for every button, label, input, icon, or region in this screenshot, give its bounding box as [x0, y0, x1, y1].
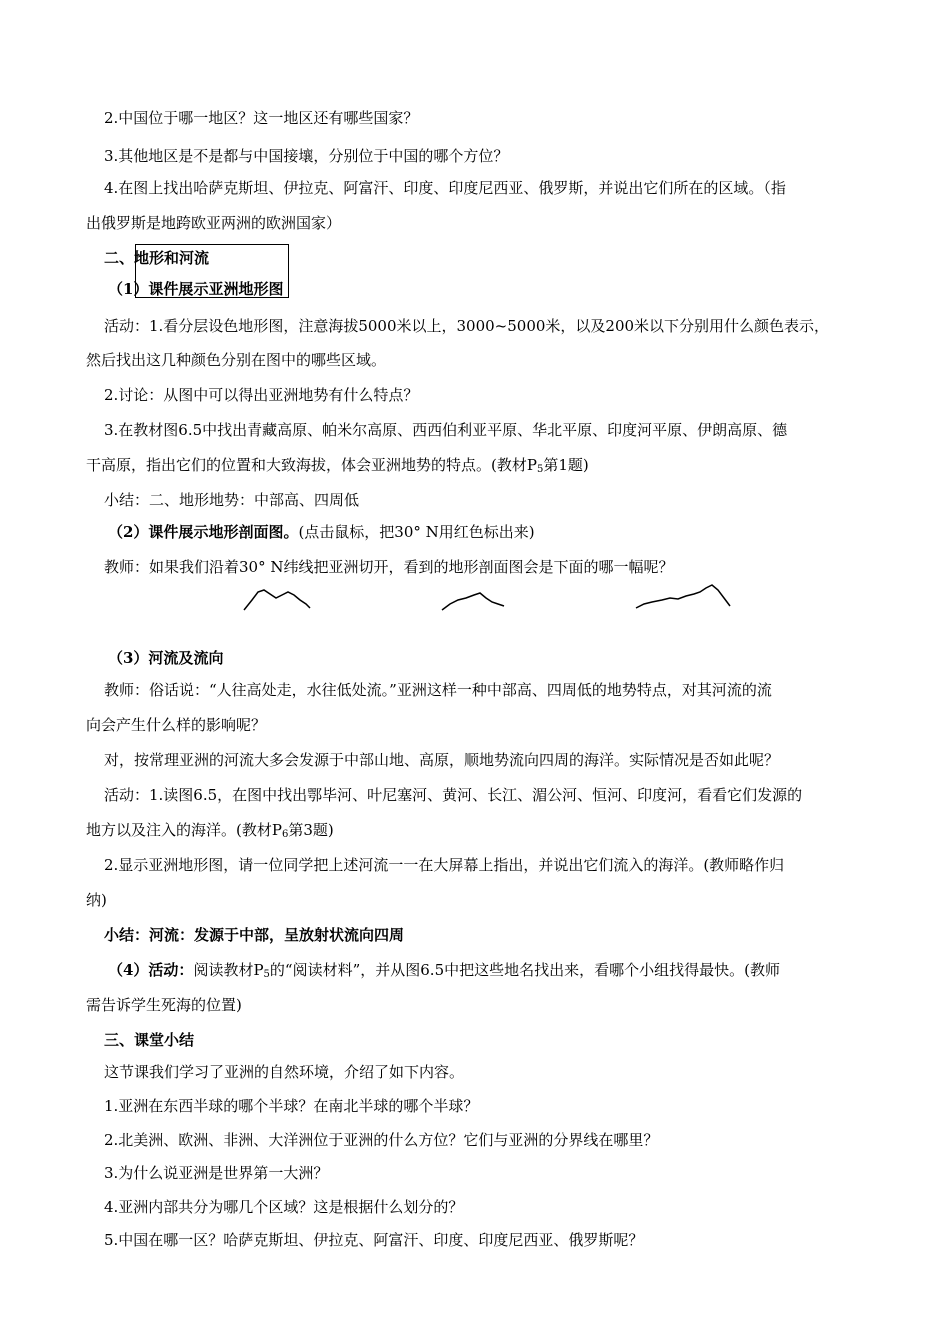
- text-line: （4）活动：阅读教材$P_5$的“阅读材料”，并从图6.5中把这些地名找出来，看哪个小组找得最快。(教师: [108, 961, 780, 980]
- text-line: 地方以及注入的海洋。(教材$P_6$第3题): [86, 821, 334, 840]
- list-item: 2.北美洲、欧洲、非洲、大洋洲位于亚洲的什么方位？它们与亚洲的分界线在哪里？: [104, 1131, 659, 1149]
- text-line: 2.中国位于哪一地区？这一地区还有哪些国家？: [104, 109, 419, 127]
- summary-line: 小结：二、地形地势：中部高、四周低: [104, 491, 360, 509]
- text-line: 活动：1.看分层设色地形图，注意海拔5000米以上，3000~5000米，以及200米以下分别用什么颜色表示，: [104, 317, 830, 335]
- subsection-heading: （3）河流及流向: [108, 649, 224, 667]
- summary-line: 小结：河流：发源于中部，呈放射状流向四周: [104, 926, 405, 944]
- profile-sketch-b: [438, 590, 508, 614]
- text-line: 向会产生什么样的影响呢？: [86, 716, 267, 734]
- list-item: 1.亚洲在东西半球的哪个半球？在南北半球的哪个半球？: [104, 1097, 479, 1115]
- text-line: 教师：俗话说：“人往高处走，水往低处流。”亚洲这样一种中部高、四周低的地势特点，对其河流的流: [104, 681, 772, 699]
- profile-sketch-a: [240, 586, 315, 614]
- text-line: 4.在图上找出哈萨克斯坦、伊拉克、阿富汗、印度、印度尼西亚、俄罗斯，并说出它们所在的区域。（指: [104, 179, 786, 197]
- text-line: 干高原，指出它们的位置和大致海拔，体会亚洲地势的特点。(教材$P_5$第1题): [86, 456, 589, 475]
- list-item: 3.为什么说亚洲是世界第一大洲？: [104, 1164, 329, 1182]
- text-line: 活动：1.读图6.5，在图中找出鄂毕河、叶尼塞河、黄河、长江、湄公河、恒河、印度河，看看它们发源的: [104, 786, 803, 804]
- profile-sketch-c: [634, 582, 734, 612]
- text-line: 出俄罗斯是地跨欧亚两洲的欧洲国家）: [86, 214, 342, 232]
- text-line: 2.讨论：从图中可以得出亚洲地势有什么特点？: [104, 386, 419, 404]
- section-heading: 二、地形和河流: [104, 249, 210, 267]
- text-line: 2.显示亚洲地形图，请一位同学把上述河流一一在大屏幕上指出，并说出它们流入的海洋。(教师略作归: [104, 856, 785, 874]
- text-line: 教师：如果我们沿着30° N纬线把亚洲切开，看到的地形剖面图会是下面的哪一幅呢？: [104, 558, 674, 576]
- subsection-heading: （2）课件展示地形剖面图。(点击鼠标，把30° N用红色标出来): [108, 523, 535, 541]
- subsection-heading: （1）课件展示亚洲地形图: [108, 280, 284, 298]
- list-item: 4.亚洲内部共分为哪几个区域？这是根据什么划分的？: [104, 1198, 464, 1216]
- text-line: 需告诉学生死海的位置): [86, 996, 242, 1014]
- text-line: 3.在教材图6.5中找出青藏高原、帕米尔高原、西西伯利亚平原、华北平原、印度河平原、伊朗高原、德: [104, 421, 788, 439]
- text-line: 对，按常理亚洲的河流大多会发源于中部山地、高原，顺地势流向四周的海洋。实际情况是否如此呢？: [104, 751, 780, 769]
- text-line: 这节课我们学习了亚洲的自然环境，介绍了如下内容。: [104, 1063, 465, 1081]
- text-line: 3.其他地区是不是都与中国接壤，分别位于中国的哪个方位？: [104, 147, 509, 165]
- text-line: 然后找出这几种颜色分别在图中的哪些区域。: [86, 351, 387, 369]
- list-item: 5.中国在哪一区？哈萨克斯坦、伊拉克、阿富汗、印度、印度尼西亚、俄罗斯呢？: [104, 1231, 644, 1249]
- section-heading: 三、课堂小结: [104, 1031, 195, 1049]
- text-line: 纳): [86, 891, 107, 909]
